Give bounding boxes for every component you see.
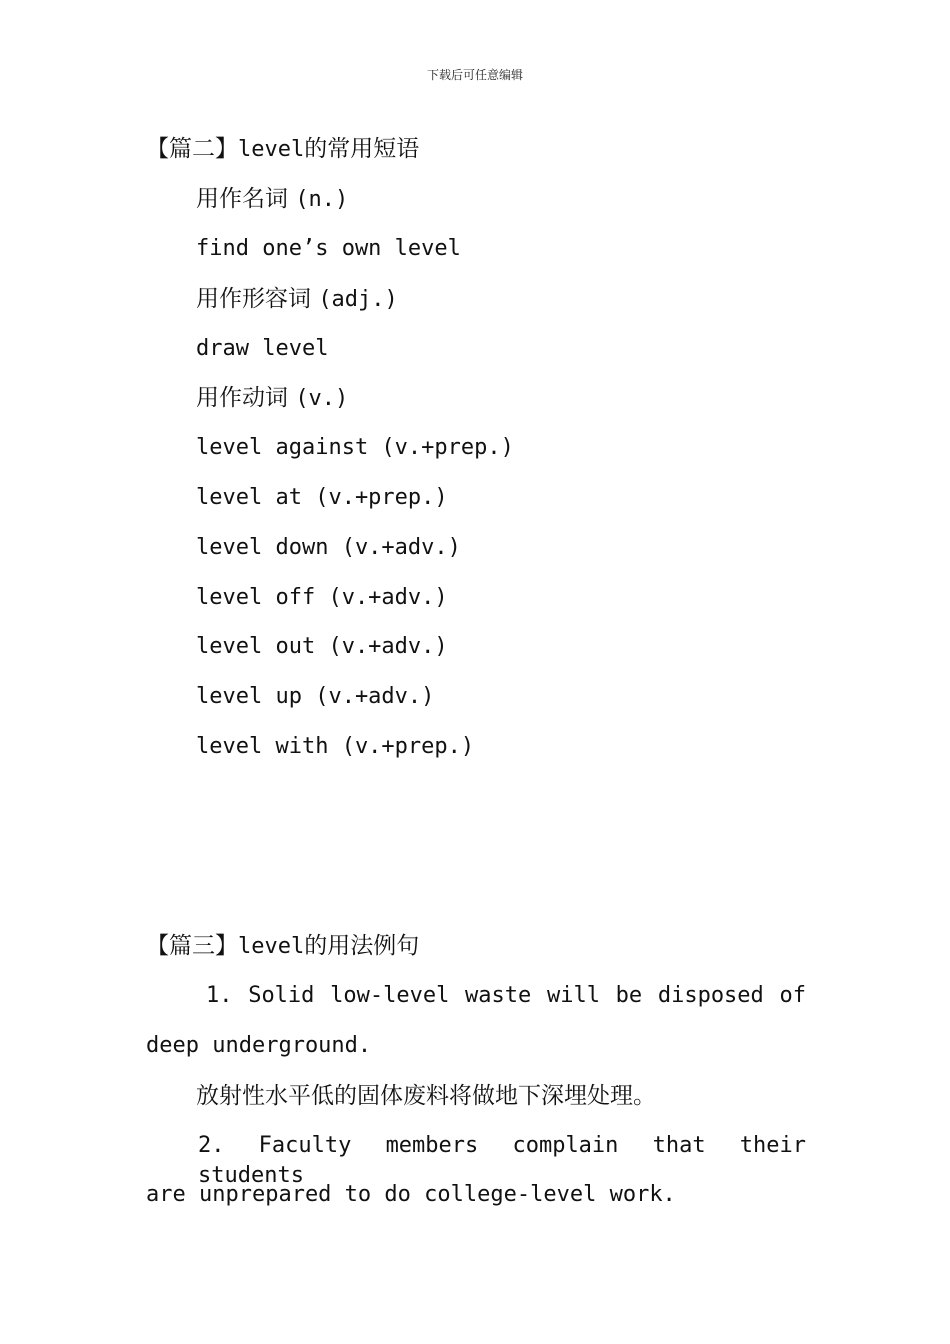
section3-title-suffix: 的用法例句 [304, 933, 420, 959]
section2-title [146, 134, 419, 165]
example-1-line-2: deep underground. [146, 1033, 372, 1058]
noun-phrase: find one’s own level [196, 236, 461, 261]
noun-heading-abbr: (n.) [295, 187, 349, 212]
verb-heading-abbr: (v.) [295, 386, 349, 411]
verb-heading [196, 383, 348, 414]
example-1-line-1: 1. Solid low-level waste will be disposed of [206, 983, 806, 1008]
adj-phrase: draw level [196, 336, 329, 361]
noun-heading-cn: 用作名词 [196, 186, 288, 212]
section3-title-prefix: 【篇三】 [146, 933, 238, 959]
verb-phrase: level up (v.+adv.) [196, 684, 435, 709]
verb-phrase: level against (v.+prep.) [196, 435, 514, 460]
section2-title-suffix: 的常用短语 [304, 136, 420, 162]
section3-title-word: level [238, 934, 305, 959]
verb-phrase: level off (v.+adv.) [196, 585, 448, 610]
noun-heading [196, 184, 348, 215]
section2-title-word: level [238, 137, 305, 162]
verb-phrase: level with (v.+prep.) [196, 734, 475, 759]
page-header: 下载后可任意编辑 [426, 68, 523, 82]
verb-phrase: level out (v.+adv.) [196, 634, 448, 659]
example-2-line-2: are unprepared to do college-level work. [146, 1182, 676, 1207]
section3-title [146, 931, 419, 962]
verb-phrase: level at (v.+prep.) [196, 485, 448, 510]
adj-heading [196, 284, 398, 315]
verb-heading-cn: 用作动词 [196, 385, 288, 411]
verb-phrase: level down (v.+adv.) [196, 535, 461, 560]
example-1-translation: 放射性水平低的固体废料将做地下深埋处理。 [196, 1083, 656, 1109]
section2-title-prefix: 【篇二】 [146, 136, 238, 162]
adj-heading-cn: 用作形容词 [196, 286, 311, 312]
example-2-line-1: 2. Faculty members complain that their students [198, 1133, 806, 1188]
adj-heading-abbr: (adj.) [318, 287, 398, 312]
